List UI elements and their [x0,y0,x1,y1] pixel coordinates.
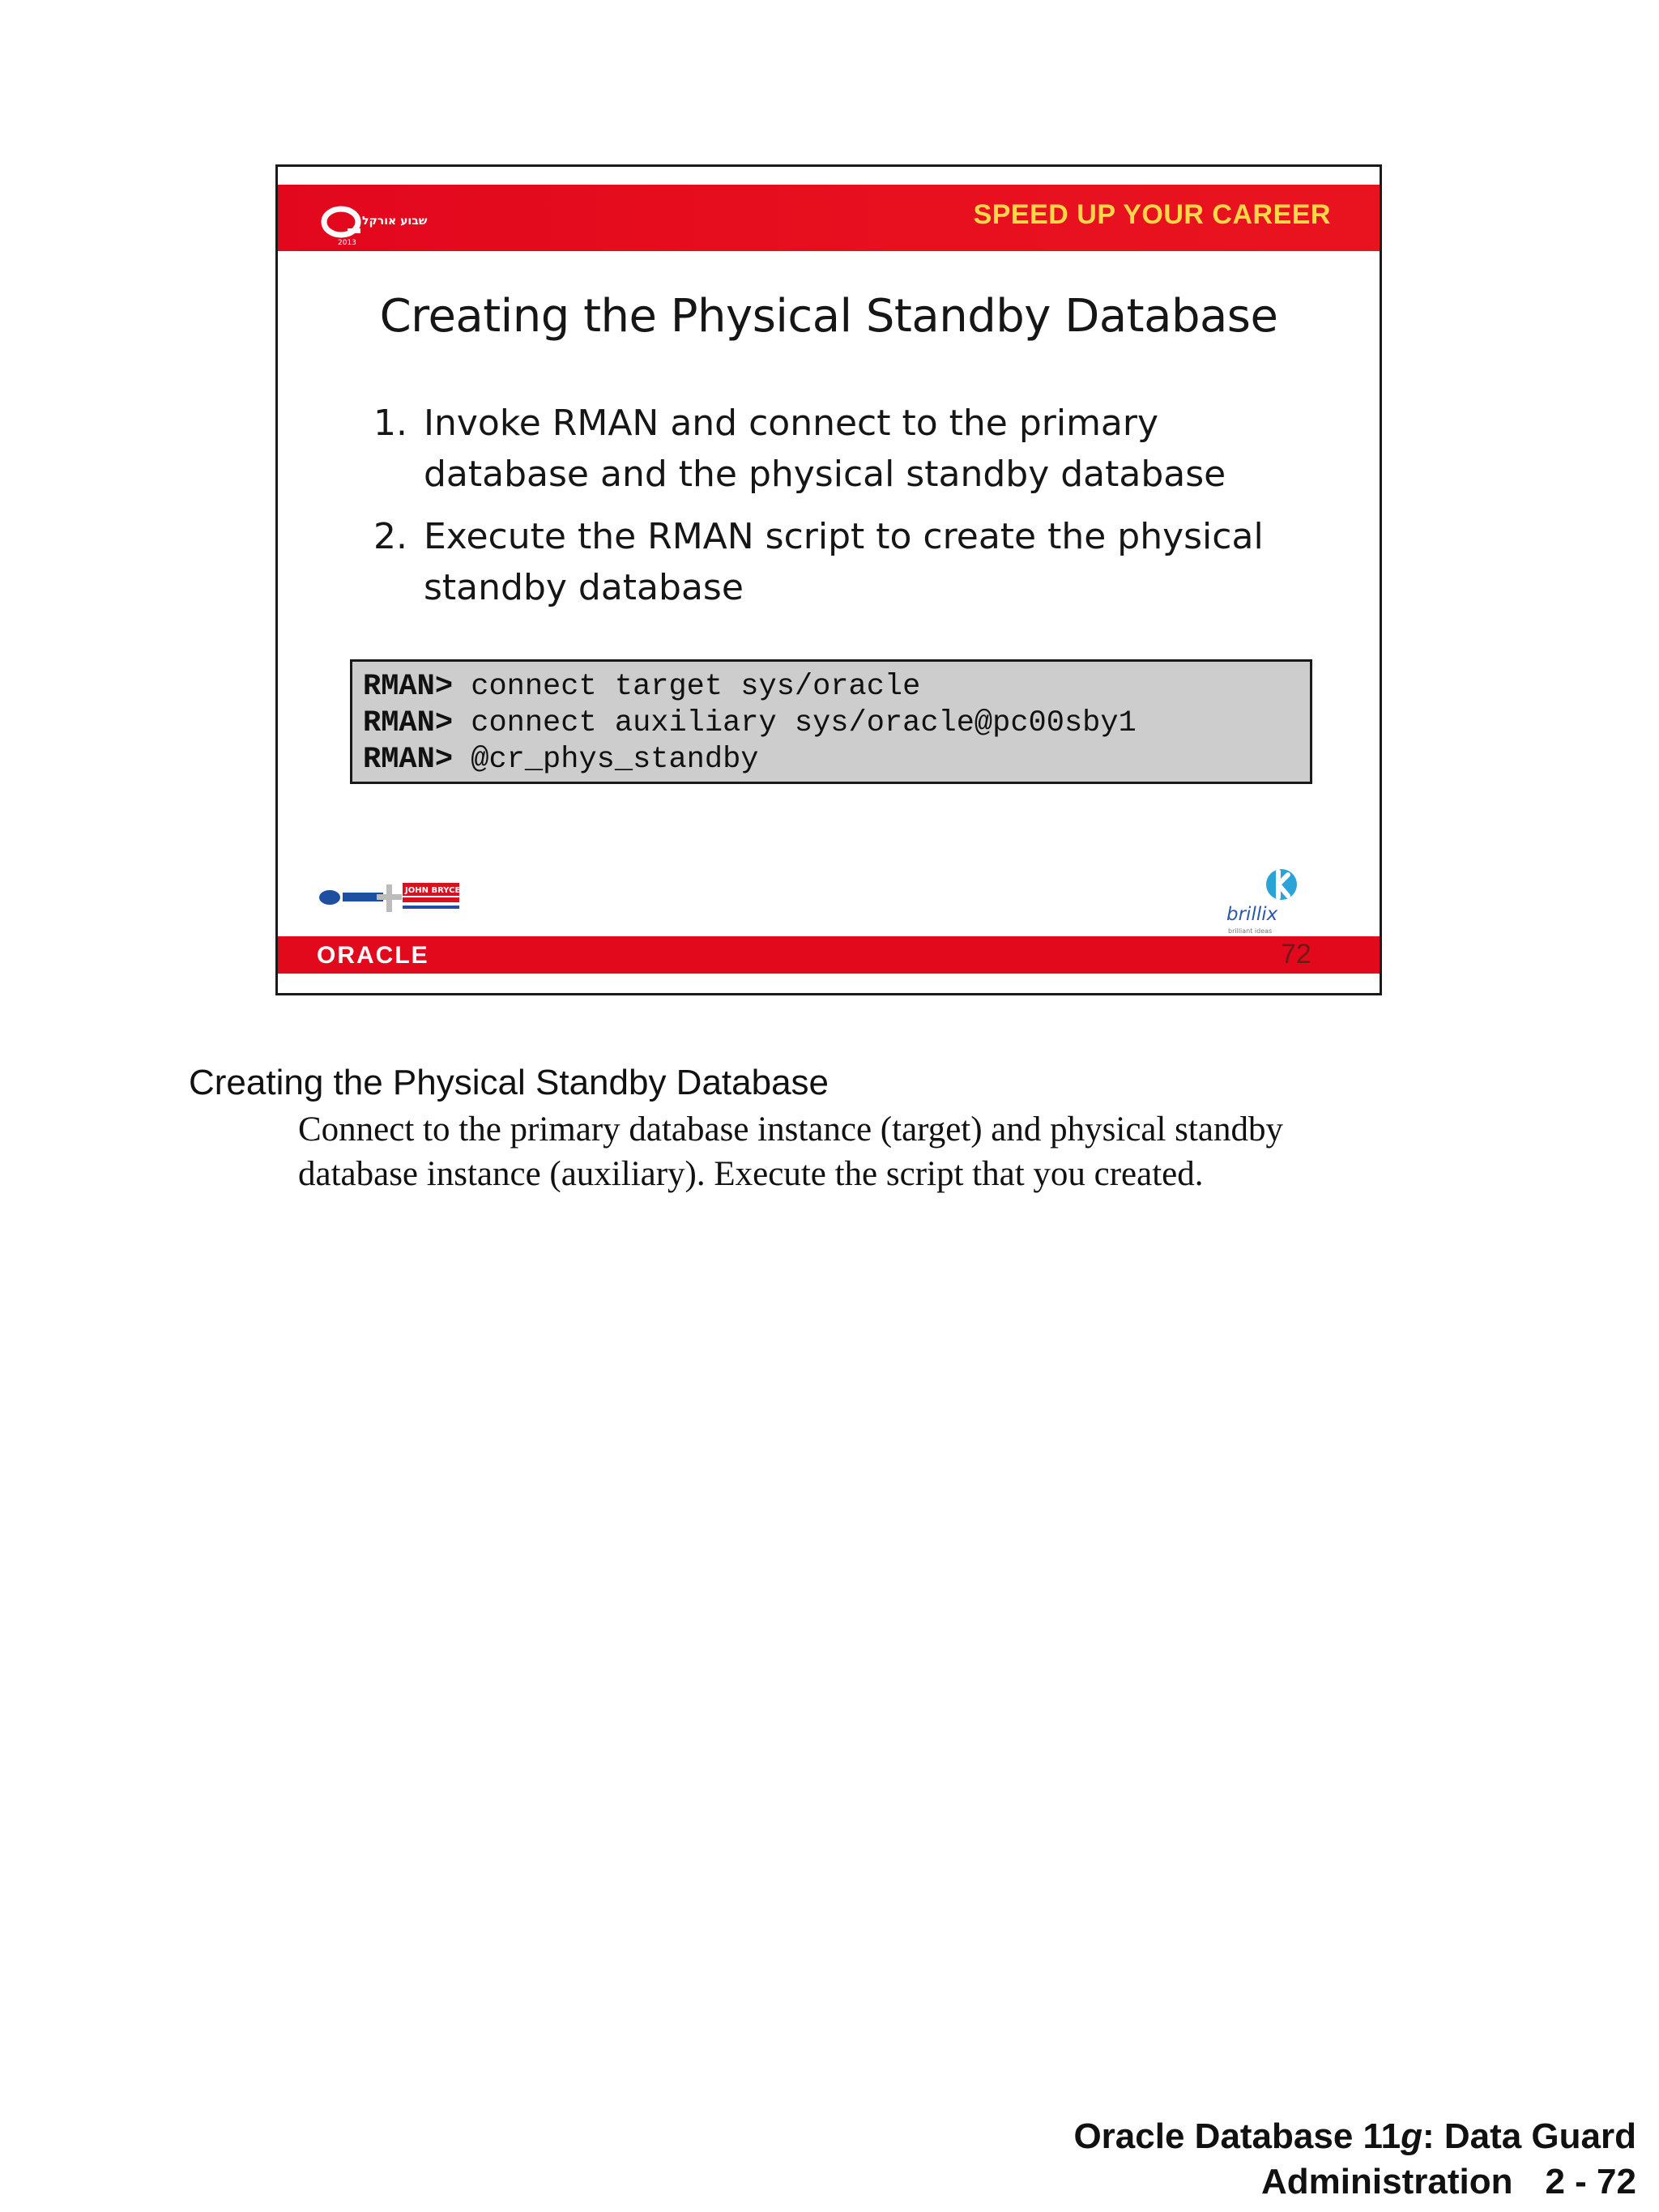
notes-body: Connect to the primary database instance (target) and physical standby database instance (auxiliary). Execute the script that you created. [298,1110,1283,1193]
notes-heading: Creating the Physical Standby Database [189,1063,830,1102]
list-item [373,398,1305,500]
step-text: Execute the RMAN script to create the physical standby database [424,516,1264,608]
step-text: Invoke RMAN and connect to the primary database and the physical standby database [424,403,1226,495]
code-block [350,659,1312,784]
partner-logo-text: JOHN BRYCE [405,886,461,895]
slide [275,164,1382,995]
brillix-logo [1222,865,1319,938]
code-line [363,669,1310,705]
code-prompt: RMAN> [363,670,454,704]
john-bryce-partner-logo [317,881,463,917]
footer-course-title: Administration [1261,2162,1513,2201]
oracle-logo: ORACLE [317,942,429,969]
footer-course-prefix: Oracle Database 11 [1073,2116,1401,2156]
steps-list [373,398,1305,624]
code-line [363,742,1310,778]
brillix-logo-text: brillix [1226,904,1278,925]
footer-page-number: 2 - 72 [1545,2162,1636,2201]
slide-title: Creating the Physical Standby Database [379,290,1278,343]
page-footer [1073,2114,1636,2205]
footer-line-2 [1073,2159,1636,2205]
list-item [373,511,1305,613]
code-command: @cr_phys_standby [453,743,759,777]
code-command: connect auxiliary sys/oracle@pc00sby1 [453,706,1137,740]
slide-number: 72 [1281,939,1311,970]
footer-course-italic: g [1401,2116,1422,2156]
code-line [363,705,1310,742]
bottom-banner [278,936,1380,974]
tagline: SPEED UP YOUR CAREER [973,199,1331,230]
footer-line-1 [1073,2114,1636,2159]
code-prompt: RMAN> [363,706,454,740]
footer-course-suffix: : Data Guard [1422,2116,1636,2156]
code-command: connect target sys/oracle [453,670,921,704]
event-logo-text: שבוע אורקל [362,215,428,228]
code-prompt: RMAN> [363,743,454,777]
event-logo-year: 2013 [338,239,356,247]
orcl-week-logo [320,202,450,254]
step-number: 2. [373,516,407,557]
step-number: 1. [373,403,407,444]
brillix-logo-tagline: brilliant ideas [1228,927,1273,935]
